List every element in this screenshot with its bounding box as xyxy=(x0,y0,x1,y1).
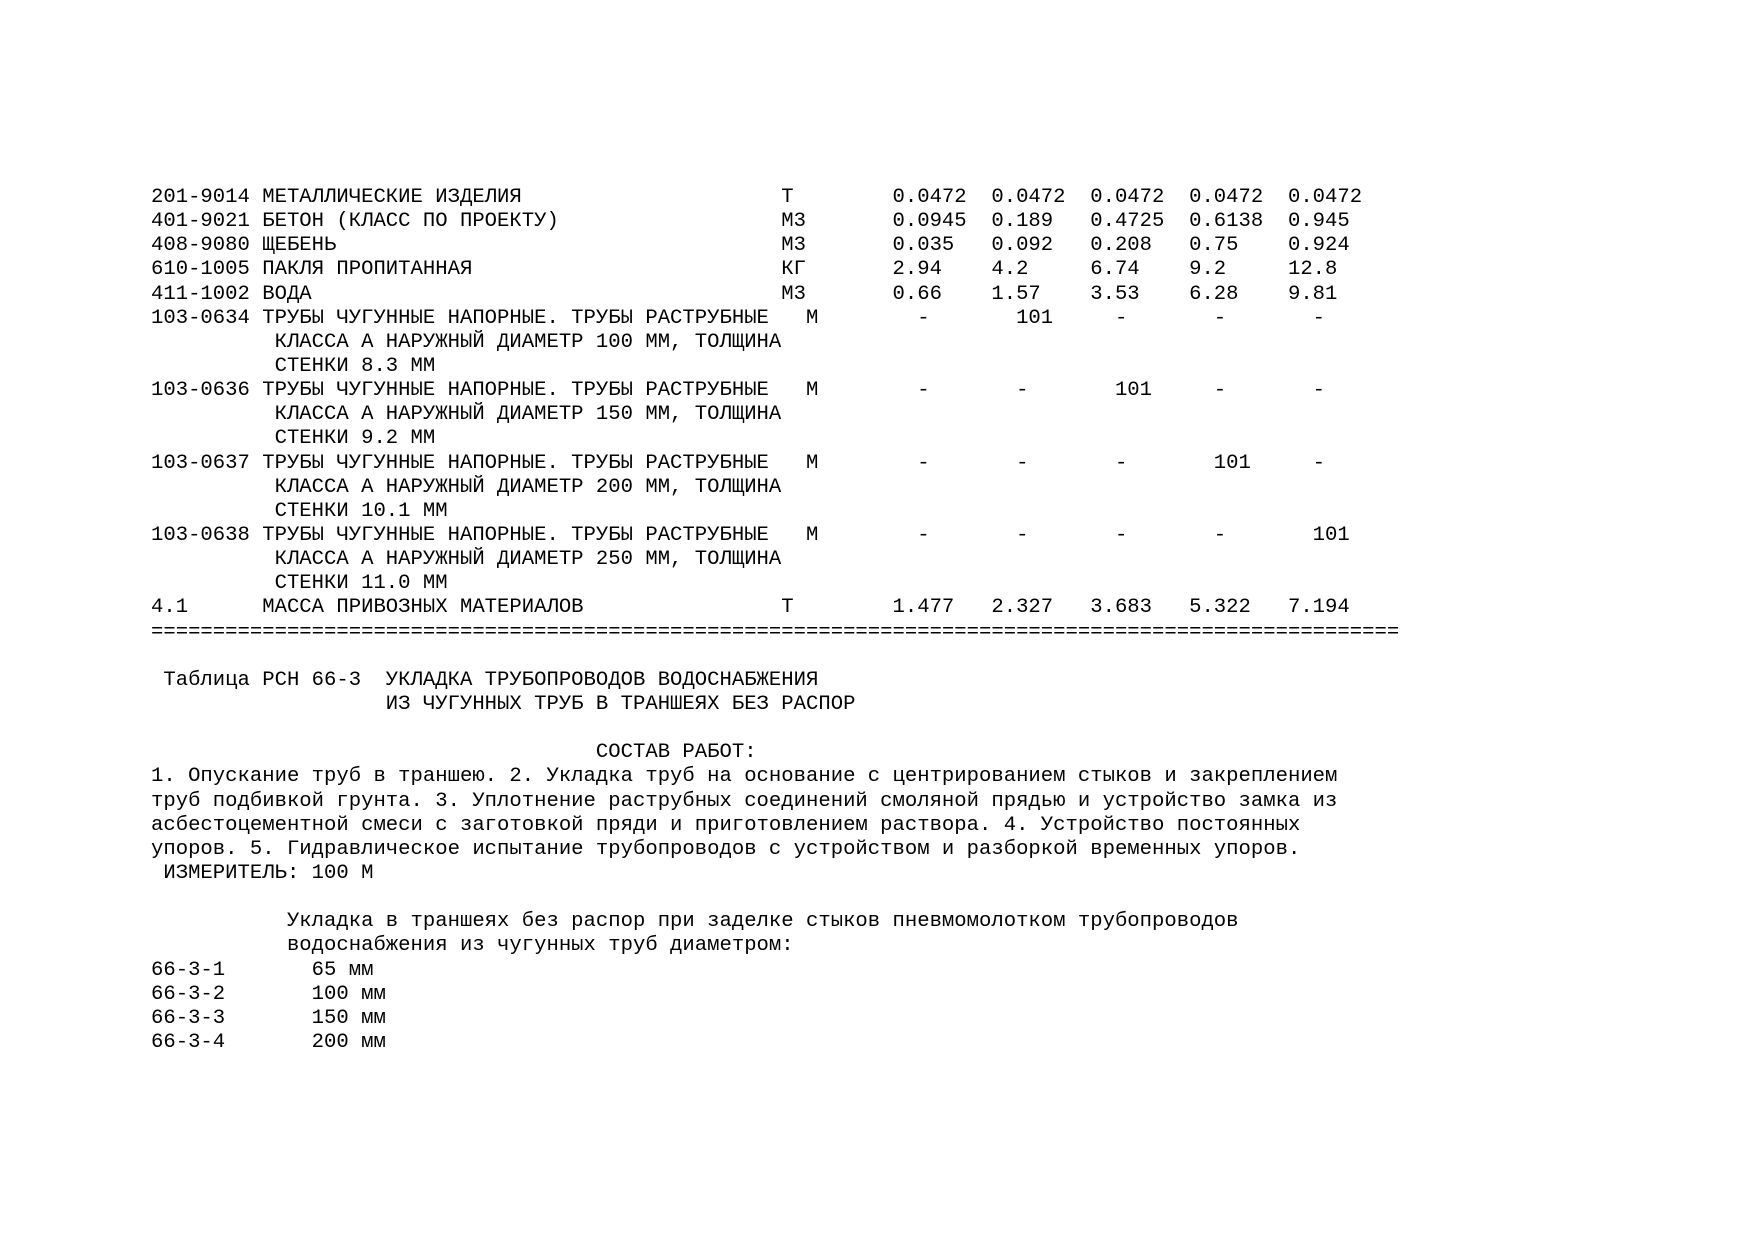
norm-item-66-3-4: 66-3-4 200 мм xyxy=(151,1030,386,1054)
blank-line xyxy=(151,717,1651,741)
resource-row-impregnated-tow: 610-1005 ПАКЛЯ ПРОПИТАННАЯ КГ 2.94 4.2 6.74 9.2 12.8 xyxy=(151,258,1338,282)
resource-row-pipe-200-cont-1: КЛАССА А НАРУЖНЫЙ ДИАМЕТР 200 ММ, ТОЛЩИНА xyxy=(151,475,782,499)
norm-item-66-3-1: 66-3-1 65 мм xyxy=(151,958,374,982)
resource-row-pipe-250-cont-2: СТЕНКИ 11.0 ММ xyxy=(151,572,448,596)
resource-row-metal-products: 201-9014 МЕТАЛЛИЧЕСКИЕ ИЗДЕЛИЯ Т 0.0472 0.0472 0.0472 0.0472 0.0472 xyxy=(151,186,1363,209)
resource-row-pipe-100: 103-0634 ТРУБЫ ЧУГУННЫЕ НАПОРНЫЕ. ТРУБЫ РАСТРУБНЫЕ М - 101 - - - xyxy=(151,306,1326,330)
resource-row-imported-mass: 4.1 МАССА ПРИВОЗНЫХ МАТЕРИАЛОВ Т 1.477 2.327 3.683 5.322 7.194 xyxy=(151,596,1350,620)
norm-group-description-cont: водоснабжения из чугунных труб диаметром: xyxy=(151,934,794,958)
norm-item-66-3-2: 66-3-2 100 мм xyxy=(151,982,386,1006)
norm-group-description: Укладка в траншеях без распор при заделке стыков пневмомолотком трубопроводов xyxy=(151,910,1239,934)
document-page xyxy=(151,186,1651,1055)
resource-row-pipe-200-cont-2: СТЕНКИ 10.1 ММ xyxy=(151,499,448,523)
work-scope-text: асбестоцементной смеси с заготовкой пряди и приготовлением раствора. 4. Устройство постоянных xyxy=(151,813,1301,837)
resource-row-pipe-250-cont-1: КЛАССА А НАРУЖНЫЙ ДИАМЕТР 250 ММ, ТОЛЩИНА xyxy=(151,548,782,572)
resource-row-pipe-200: 103-0637 ТРУБЫ ЧУГУННЫЕ НАПОРНЫЕ. ТРУБЫ РАСТРУБНЫЕ М - - - 101 - xyxy=(151,451,1326,475)
resource-row-pipe-150-cont-2: СТЕНКИ 9.2 ММ xyxy=(151,427,436,451)
norm-item-66-3-3: 66-3-3 150 мм xyxy=(151,1006,386,1030)
work-scope-heading: СОСТАВ РАБОТ: xyxy=(151,741,757,765)
table-title-cont: ИЗ ЧУГУННЫХ ТРУБ В ТРАНШЕЯХ БЕЗ РАСПОР xyxy=(151,692,856,716)
resource-row-pipe-150: 103-0636 ТРУБЫ ЧУГУННЫЕ НАПОРНЫЕ. ТРУБЫ РАСТРУБНЫЕ М - - 101 - - xyxy=(151,379,1326,403)
resource-row-pipe-100-cont-2: СТЕНКИ 8.3 ММ xyxy=(151,354,436,378)
resource-row-pipe-100-cont-1: КЛАССА А НАРУЖНЫЙ ДИАМЕТР 100 ММ, ТОЛЩИНА xyxy=(151,330,782,354)
work-scope-text: труб подбивкой грунта. 3. Уплотнение раструбных соединений смоляной прядью и устройство замка из xyxy=(151,789,1338,813)
work-scope-text: упоров. 5. Гидравлическое испытание трубопроводов с устройством и разборкой временных упоров. xyxy=(151,837,1301,861)
blank-line xyxy=(151,886,1651,910)
resource-row-pipe-150-cont-1: КЛАССА А НАРУЖНЫЙ ДИАМЕТР 150 ММ, ТОЛЩИНА xyxy=(151,403,782,427)
resource-row-pipe-250: 103-0638 ТРУБЫ ЧУГУННЫЕ НАПОРНЫЕ. ТРУБЫ РАСТРУБНЫЕ М - - - - 101 xyxy=(151,523,1350,547)
work-scope-text: 1. Опускание труб в траншею. 2. Укладка труб на основание с центрированием стыков и закреплением xyxy=(151,765,1338,789)
resource-row-water: 411-1002 ВОДА М3 0.66 1.57 3.53 6.28 9.81 xyxy=(151,282,1338,306)
measure-unit: ИЗМЕРИТЕЛЬ: 100 М xyxy=(151,861,374,885)
table-title: Таблица РСН 66-3 УКЛАДКА ТРУБОПРОВОДОВ ВОДОСНАБЖЕНИЯ xyxy=(151,668,819,692)
blank-line xyxy=(151,645,1651,669)
resource-row-concrete: 401-9021 БЕТОН (КЛАСС ПО ПРОЕКТУ) М3 0.0945 0.189 0.4725 0.6138 0.945 xyxy=(151,210,1350,234)
table-separator: ===================================================================================================== xyxy=(151,620,1400,644)
resource-row-crushed-stone: 408-9080 ЩЕБЕНЬ М3 0.035 0.092 0.208 0.75 0.924 xyxy=(151,234,1350,258)
